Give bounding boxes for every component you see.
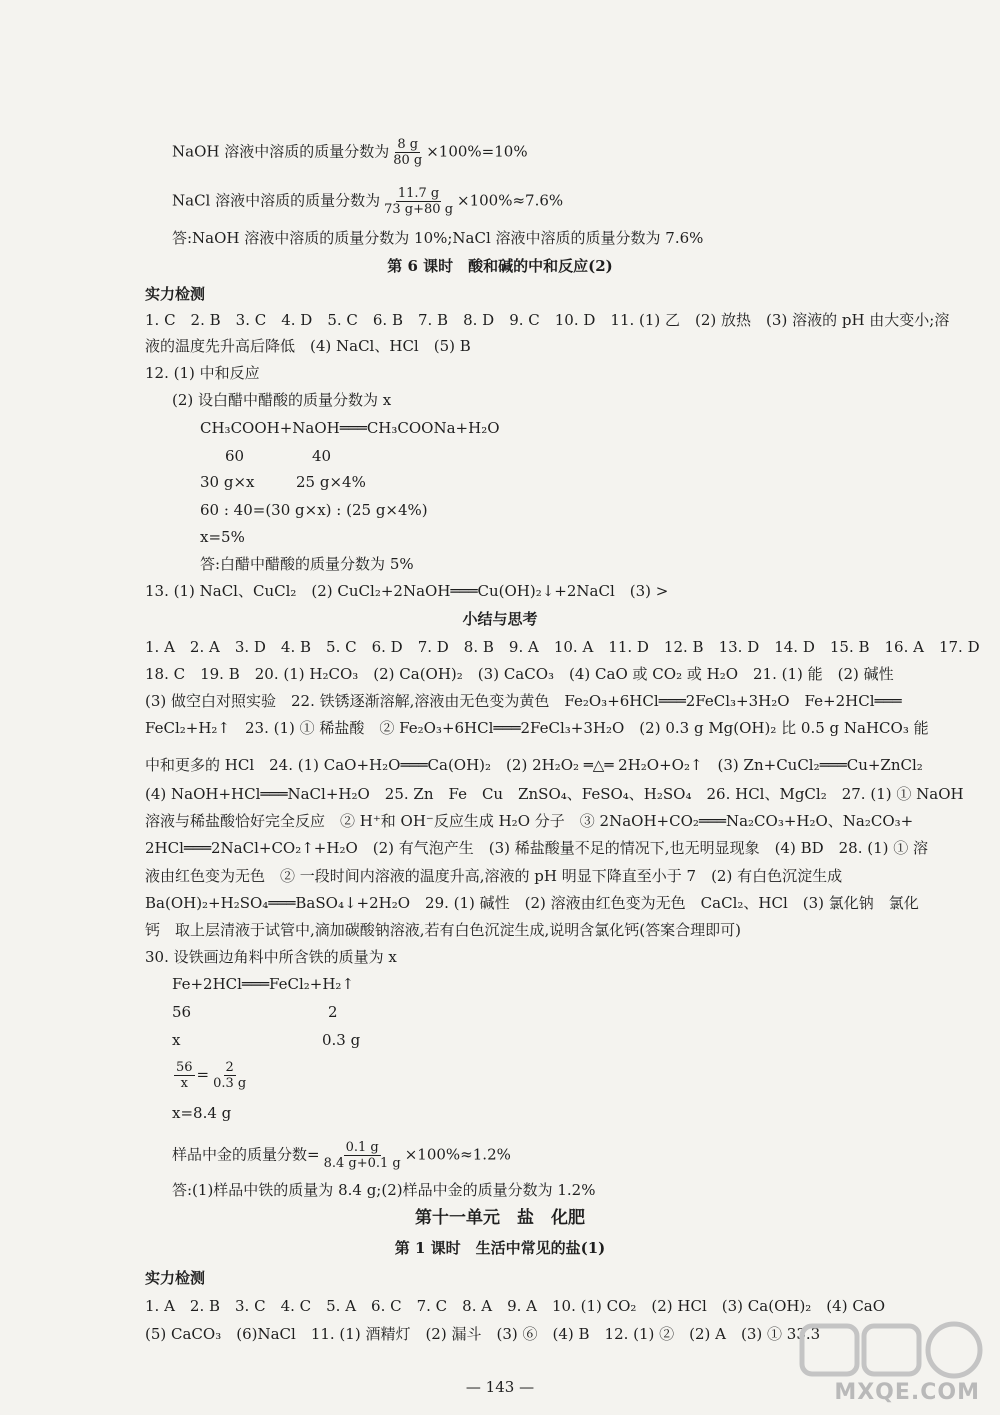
q12-value1: 30 g×x	[200, 473, 255, 491]
q30-fraction-num: 0.1 g	[345, 1140, 379, 1155]
q12-result: x=5%	[200, 528, 245, 546]
summary-line1: 1. A 2. A 3. D 4. B 5. C 6. D 7. D 8. B 9. A 10. A 11. D 12. B 13. D 14. D 15. B 16. A 17. D	[145, 638, 980, 656]
watermark-text: MXQE.COM	[834, 1380, 980, 1405]
q30-ratio: $\frac{56}{x}$ = $\frac{2}{0.3 g}$	[176, 1060, 247, 1091]
q30-equation: Fe+2HCl═══FeCl₂+H₂↑	[172, 975, 355, 993]
q12-equation: CH₃COOH+NaOH═══CH₃COONa+H₂O	[200, 419, 500, 437]
q12-part1: 12. (1) 中和反应	[145, 364, 260, 382]
naoh-fraction-line	[172, 137, 528, 168]
q30-ratio-left-den: x	[180, 1076, 188, 1091]
summary-line3: (3) 做空白对照实验 22. 铁锈逐渐溶解,溶液由无色变为黄色 Fe₂O₃+6HCl═══2FeCl₃+3H₂O Fe+2HCl═══	[145, 692, 902, 710]
q30-ratio-right-den: 0.3 g	[213, 1076, 247, 1091]
q30-answer: 答:(1)样品中铁的质量为 8.4 g;(2)样品中金的质量分数为 1.2%	[172, 1181, 596, 1199]
unit11-line1: 1. A 2. B 3. C 4. C 5. A 6. C 7. C 8. A 9. A 10. (1) CO₂ (2) HCl (3) Ca(OH)₂ (4) CaO	[145, 1297, 886, 1315]
q30-ratio-left	[174, 1060, 195, 1091]
q12-mass1: 60	[225, 447, 245, 465]
summary-line10: Ba(OH)₂+H₂SO₄═══BaSO₄↓+2H₂O 29. (1) 碱性 (2) 溶液由红色变为无色 CaCl₂、HCl (3) 氯化钠 氯化	[145, 894, 919, 912]
nacl-fraction-den: 73 g+80 g	[384, 202, 454, 217]
q30-ratio-right-num: 2	[225, 1060, 234, 1075]
lesson6-line1: 1. C 2. B 3. C 4. D 5. C 6. B 7. B 8. D 9. C 10. D 11. (1) 乙 (2) 放热 (3) 溶液的 pH 由大变小;溶	[145, 311, 950, 329]
q30-mass1: 56	[172, 1003, 192, 1021]
q30: 30. 设铁画边角料中所含铁的质量为 x	[145, 948, 397, 966]
q30-result: x=8.4 g	[172, 1104, 232, 1122]
summary-line4: FeCl₂+H₂↑ 23. (1) ① 稀盐酸 ② Fe₂O₃+6HCl═══2FeCl₃+3H₂O (2) 0.3 g Mg(OH)₂ 比 0.5 g NaHCO₃ 能	[145, 719, 929, 737]
q30-fraction-den: 8.4 g+0.1 g	[323, 1156, 401, 1171]
q12-mass2: 40	[312, 447, 332, 465]
naoh-fraction-suffix: ×100%=10%	[426, 142, 528, 161]
summary-line2: 18. C 19. B 20. (1) H₂CO₃ (2) Ca(OH)₂ (3) CaCO₃ (4) CaO 或 CO₂ 或 H₂O 21. (1) 能 (2) 碱性	[145, 665, 894, 683]
unit11-section: 实力检测	[145, 1269, 206, 1287]
q30-unknown: x	[172, 1031, 181, 1049]
nacl-fraction	[382, 186, 455, 217]
q12-ratio: 60 : 40=(30 g×x) : (25 g×4%)	[200, 501, 428, 519]
q12-answer: 答:白醋中醋酸的质量分数为 5%	[200, 555, 414, 573]
top-answer: 答:NaOH 溶液中溶质的质量分数为 10%;NaCl 溶液中溶质的质量分数为 7.6%	[172, 229, 704, 247]
nacl-fraction-prefix: NaCl 溶液中溶质的质量分数为	[172, 191, 381, 210]
lesson6-line2: 液的温度先升高后降低 (4) NaCl、HCl (5) B	[145, 337, 471, 355]
q30-fraction-line	[172, 1140, 511, 1171]
nacl-fraction-suffix: ×100%≈7.6%	[457, 191, 564, 210]
lesson6-section: 实力检测	[145, 285, 206, 303]
nacl-fraction-line	[172, 186, 563, 217]
q30-ratio-left-num: 56	[176, 1060, 193, 1075]
q13: 13. (1) NaCl、CuCl₂ (2) CuCl₂+2NaOH═══Cu(OH)₂↓+2NaCl (3) >	[145, 582, 669, 600]
q30-fraction	[322, 1140, 403, 1171]
lesson6-title: 第 6 课时 酸和碱的中和反应(2)	[387, 257, 613, 275]
summary-line6: (4) NaOH+HCl═══NaCl+H₂O 25. Zn Fe Cu ZnSO₄、FeSO₄、H₂SO₄ 26. HCl、MgCl₂ 27. (1) ① NaOH	[145, 785, 964, 803]
q30-mass2: 2	[328, 1003, 338, 1021]
naoh-fraction-prefix: NaOH 溶液中溶质的质量分数为	[172, 142, 390, 161]
nacl-fraction-num: 11.7 g	[397, 186, 440, 201]
naoh-fraction-den: 80 g	[393, 153, 423, 168]
q30-ratio-right	[211, 1060, 248, 1091]
q12-part2: (2) 设白醋中醋酸的质量分数为 x	[172, 391, 392, 409]
summary-line9: 液由红色变为无色 ② 一段时间内溶液的温度升高,溶液的 pH 明显下降直至小于 7 (2) 有白色沉淀生成	[145, 867, 843, 885]
unit11-title: 第十一单元 盐 化肥	[415, 1208, 585, 1228]
summary-title: 小结与思考	[462, 610, 538, 628]
summary-line5: 中和更多的 HCl 24. (1) CaO+H₂O═══Ca(OH)₂ (2) 2H₂O₂ ═△═ 2H₂O+O₂↑ (3) Zn+CuCl₂═══Cu+ZnCl₂	[145, 756, 923, 774]
naoh-fraction	[391, 137, 424, 168]
unit11-lesson-title: 第 1 课时 生活中常见的盐(1)	[394, 1239, 606, 1257]
summary-line11: 钙 取上层清液于试管中,滴加碳酸钠溶液,若有白色沉淀生成,说明含氯化钙(答案合理即可)	[145, 921, 742, 939]
q30-fraction-prefix: 样品中金的质量分数=	[172, 1145, 320, 1164]
q30-value2: 0.3 g	[322, 1031, 361, 1049]
unit11-line2: (5) CaCO₃ (6)NaCl 11. (1) 酒精灯 (2) 漏斗 (3) ⑥ (4) B 12. (1) ② (2) A (3) ① 33.3	[145, 1325, 821, 1343]
q12-value2: 25 g×4%	[296, 473, 366, 491]
naoh-fraction-num: 8 g	[397, 137, 419, 152]
q30-fraction-suffix: ×100%≈1.2%	[404, 1145, 511, 1164]
page-number: — 143 —	[465, 1378, 535, 1396]
summary-line8: 2HCl═══2NaCl+CO₂↑+H₂O (2) 有气泡产生 (3) 稀盐酸量不足的情况下,也无明显现象 (4) BD 28. (1) ① 溶	[145, 839, 929, 857]
summary-line7: 溶液与稀盐酸恰好完全反应 ② H⁺和 OH⁻反应生成 H₂O 分子 ③ 2NaOH+CO₂═══Na₂CO₃+H₂O、Na₂CO₃+	[145, 812, 914, 830]
